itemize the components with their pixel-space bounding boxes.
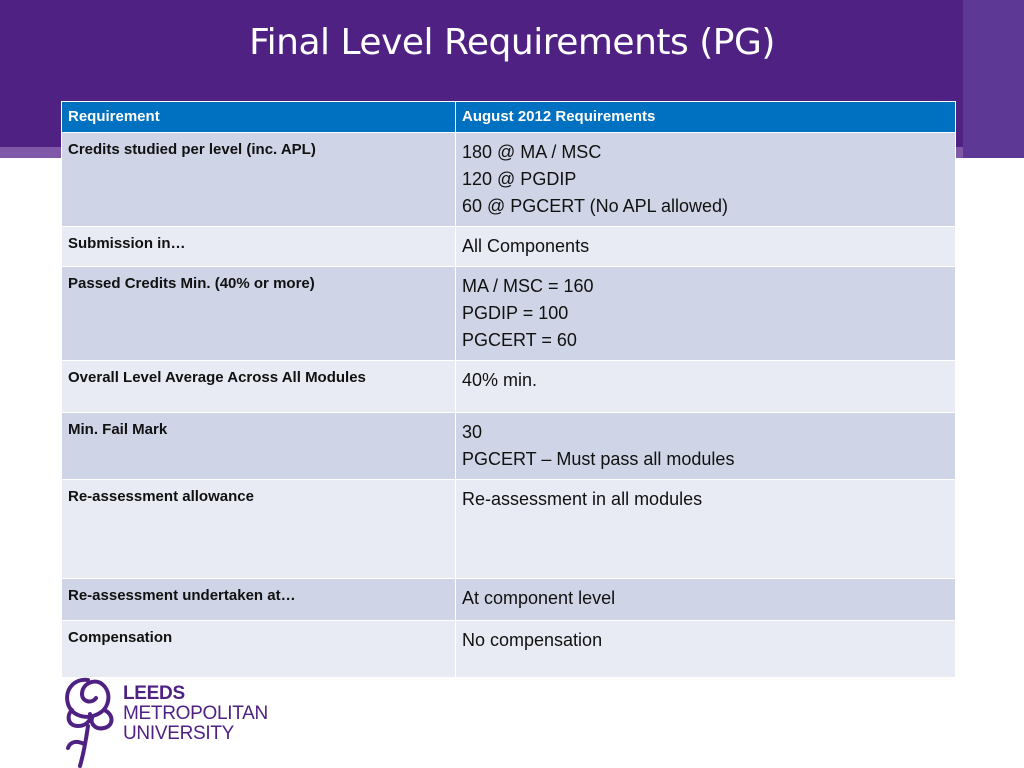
table-row — [62, 133, 956, 227]
value-line: 180 @ MA / MSC — [462, 142, 602, 162]
value-line: 120 @ PGDIP — [462, 169, 577, 189]
university-logo — [60, 670, 290, 768]
row-label: Submission in… — [62, 227, 456, 267]
row-label: Re-assessment allowance — [62, 480, 456, 579]
value-line: PGDIP = 100 — [462, 303, 569, 323]
value-line: No compensation — [462, 630, 603, 650]
logo-line: UNIVERSITY — [123, 723, 235, 744]
value-line: 40% min. — [462, 370, 538, 390]
table-row — [62, 361, 956, 413]
row-value — [456, 480, 956, 579]
value-line: PGCERT = 60 — [462, 330, 577, 350]
rose-emblem-icon — [60, 670, 120, 768]
value-line: All Components — [462, 236, 590, 256]
row-label: Credits studied per level (inc. APL) — [62, 133, 456, 227]
row-value — [456, 621, 956, 678]
table-row — [62, 413, 956, 480]
value-line: MA / MSC = 160 — [462, 276, 594, 296]
value-line: At component level — [462, 588, 616, 608]
row-value — [456, 267, 956, 361]
row-label: Overall Level Average Across All Modules — [62, 361, 456, 413]
row-label: Min. Fail Mark — [62, 413, 456, 480]
requirements-table — [61, 101, 956, 678]
value-line: Re-assessment in all modules — [462, 489, 703, 509]
slide-title: Final Level Requirements (PG) — [249, 22, 775, 63]
table-row — [62, 621, 956, 678]
row-label: Compensation — [62, 621, 456, 678]
column-header-august-2012: August 2012 Requirements — [456, 102, 956, 133]
table-row — [62, 579, 956, 621]
row-label: Passed Credits Min. (40% or more) — [62, 267, 456, 361]
logo-line: METROPOLITAN — [123, 703, 268, 724]
row-value — [456, 579, 956, 621]
table-header-row — [62, 102, 956, 133]
value-line: 60 @ PGCERT (No APL allowed) — [462, 196, 729, 216]
value-line: PGCERT – Must pass all modules — [462, 449, 735, 469]
column-header-requirement: Requirement — [62, 102, 456, 133]
row-value — [456, 361, 956, 413]
value-line: 30 — [462, 422, 483, 442]
logo-wordmark — [123, 684, 268, 744]
row-value — [456, 413, 956, 480]
row-value — [456, 227, 956, 267]
row-value — [456, 133, 956, 227]
table-row — [62, 267, 956, 361]
table-row — [62, 227, 956, 267]
table-row — [62, 480, 956, 579]
logo-line: LEEDS — [123, 683, 185, 704]
row-label: Re-assessment undertaken at… — [62, 579, 456, 621]
